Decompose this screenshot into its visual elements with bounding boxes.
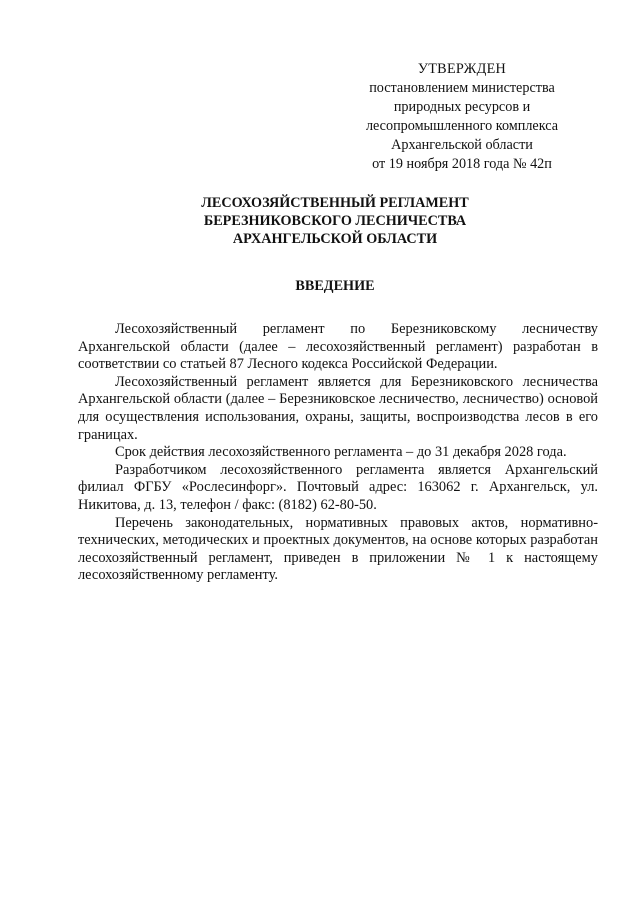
approval-line: лесопромышленного комплекса (365, 118, 559, 134)
paragraph: Разработчиком лесохозяйственного регламента является Архангельский филиал ФГБУ «Рослесинфорг». Почтовый адрес: 163062 г. Архангельск, ул. Никитова, д. 13, телефон / факс: (8182) 62-80-50. (78, 461, 598, 513)
body-text (78, 321, 598, 585)
paragraph: Лесохозяйственный регламент является для Березниковского лесничества Архангельской области (далее – Березниковское лесничество, лесничество) основой для осуществления использования, охраны, защиты, воспроизводства лесов в его границах. (78, 373, 598, 443)
document-title (0, 194, 640, 248)
approval-line: Архангельской области (391, 137, 533, 153)
approval-date-line: от 19 ноября 2018 года № 42п (372, 156, 552, 172)
paragraph: Лесохозяйственный регламент по Березниковскому лесничеству Архангельской области (далее – лесохозяйственный регламент) разработан в соответствии со статьей 87 Лесного кодекса Российской Федерации. (78, 321, 598, 373)
approval-line: природных ресурсов и (393, 99, 531, 115)
approval-block (352, 60, 572, 174)
title-line: БЕРЕЗНИКОВСКОГО ЛЕСНИЧЕСТВА (203, 213, 467, 229)
section-heading: ВВЕДЕНИЕ (295, 278, 375, 294)
title-line: АРХАНГЕЛЬСКОЙ ОБЛАСТИ (232, 231, 438, 247)
paragraph: Перечень законодательных, нормативных правовых актов, нормативно-технических, методических и проектных документов, на основе которых разработан лесохозяйственный регламент, приведен в приложении № 1 к настоящему лесохозяйственному регламенту. (78, 514, 598, 584)
approval-line: постановлением министерства (369, 80, 555, 96)
approval-heading: УТВЕРЖДЕН (417, 61, 507, 77)
paragraph: Срок действия лесохозяйственного регламента – до 31 декабря 2028 года. (115, 444, 567, 461)
title-line: ЛЕСОХОЗЯЙСТВЕННЫЙ РЕГЛАМЕНТ (201, 195, 469, 211)
